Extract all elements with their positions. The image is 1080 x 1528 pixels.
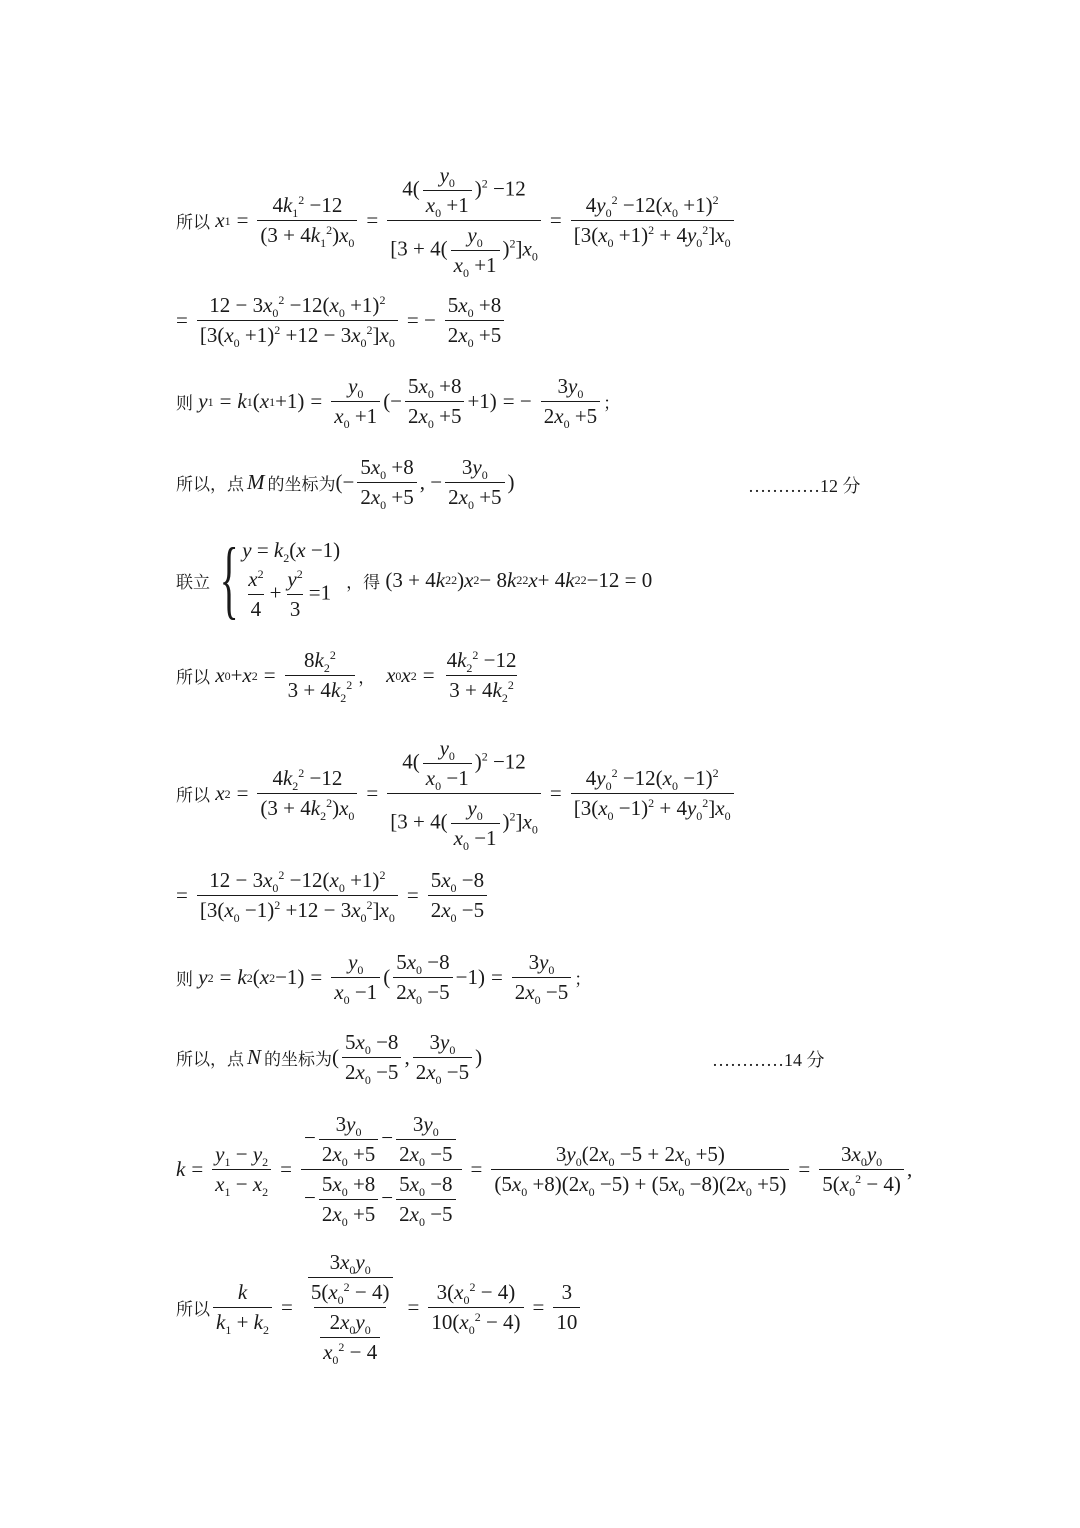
prefix-text: 则 [176,970,193,990]
equation-y2: 则 y 2 = k 2 ( x 2 −1) = $\frac{y_0}{x_0 -1}$ ( $\frac{5x_0 -8}{2x_0 -5}$ −1) = $\frac{3y_0}{2x_0 -5}$ ； [176,950,592,1008]
equation-x1-simplified: = $\frac{12 - 3x_0^2 -12(x_0 +1)^2}{[3(x_0 +1)^2 +12 - 3x_0^2]x_0}$ = − $\frac{5x_0 +8}{2x_0 +5}$ [176,293,507,348]
text: 所以，点 [176,1050,244,1070]
equation-x1: 所以 x 1 = $\frac{4k_1^2 -12}{(3 + 4k_1^2)x_0}$ = 4( $\frac{y_0}{x_0 +1}$ )$^2$ −12 [3 + 4( $\frac{y_0}{x_0 +1}$ )$^2]x_0$ = $\frac{4y_0^2 -12(x_0 +1)^2}{[3(x_0 +1)^2 + 4y_0^2]x_0}$ [176,163,737,278]
score-marker-14: …………14 分 [712,1050,825,1070]
text: 的坐标为 [264,1050,333,1070]
prefix-text: 则 [176,394,193,414]
text: 所以，点 [176,475,244,495]
prefix-text: 所以 [176,1300,210,1320]
equation-y1: 则 y 1 = k 1 ( x 1 +1) = $\frac{y_0}{x_0 +1}$ (− $\frac{5x_0 +8}{2x_0 +5}$ +1) = − $\frac{3y_0}{2x_0 +5}$ ； [176,374,621,432]
point-m-coordinates: 所以，点 M 的坐标为 (− $\frac{5x_0 +8}{2x_0 +5}$ , − $\frac{3y_0}{2x_0 +5}$ ) [176,455,515,513]
prefix-text: 联立 [176,572,210,593]
point-n-coordinates: 所以，点 N 的坐标为 ( $\frac{5x_0 -8}{2x_0 -5}$ , $\frac{3y_0}{2x_0 -5}$ ) [176,1030,483,1088]
point-label: N [247,1045,262,1069]
equation-x2: 所以 x 2 = $\frac{4k_2^2 -12}{(3 + 4k_2^2)x_0}$ = 4( $\frac{y_0}{x_0 -1}$ )$^2$ −12 [3 + 4( $\frac{y_0}{x_0 -1}$ )$^2]x_0$ = $\frac{4y_0^2 -12(x_0 -1)^2}{[3(x_0 -1)^2 + 4y_0^2]x_0}$ [176,736,737,851]
prefix-text: 所以 [176,213,210,233]
mid-text: ，得 [346,572,381,593]
text: 的坐标为 [267,475,336,495]
equation-ratio: 所以 $\frac{k}{k_1 + k_2}$ = $\frac{\frac{3x_0y_0}{5(x_0^2 - 4)}}{\frac{2x_0y_0}{x_0^2 - 4}}$ = $\frac{3(x_0^2 - 4)}{10(x_0^2 - 4)}$ = $\frac{3}{10}$ [176,1250,583,1365]
equation-system-1: 联立 { $y = k_2(x -1)$ $\frac{x^2}{4}$ + $\frac{y^2}{3}$ =1 ，得 (3 + 4 k 2 2 ) x 2 − 8 k 2 2 x + 4 k 2 2 −12 = 0 [176,531,653,628]
vieta-relations: 所以 x 0 + x 2 = $\frac{8k_2^2}{3 + 4k_2^2}$ ， x 0 x 2 = $\frac{4k_2^2 -12}{3 + 4k_2^2}$ [176,648,517,706]
prefix-text: 所以 [176,786,210,806]
point-label: M [247,470,265,494]
score-marker-12: …………12 分 [748,476,861,496]
equation-x2-simplified: = $\frac{12 - 3x_0^2 -12(x_0 +1)^2}{[3(x_0 -1)^2 +12 - 3x_0^2]x_0}$ = $\frac{5x_0 -8}{2x_0 -5}$ [176,868,490,923]
prefix-text: 所以 [176,668,210,688]
equation-slope-k: k = $\frac{y_1 - y_2}{x_1 - x_2}$ = − $\frac{3y_0}{2x_0 +5}$ − $\frac{3y_0}{2x_0 -5}$ − $\frac{5x_0 +8}{2x_0 +5}$ − $\frac{5x_0 -8}{2x_0 -5}$ = $\frac{3y_0(2x_0 -5 + 2x_0 +5)}{(5x_0 +8)(2x_0 -5) + (5x_0 -8)(2x_0 +5)}$ = $\frac{3x_0y_0}{5(x_0^2 - 4)}$ , [176,1112,913,1230]
